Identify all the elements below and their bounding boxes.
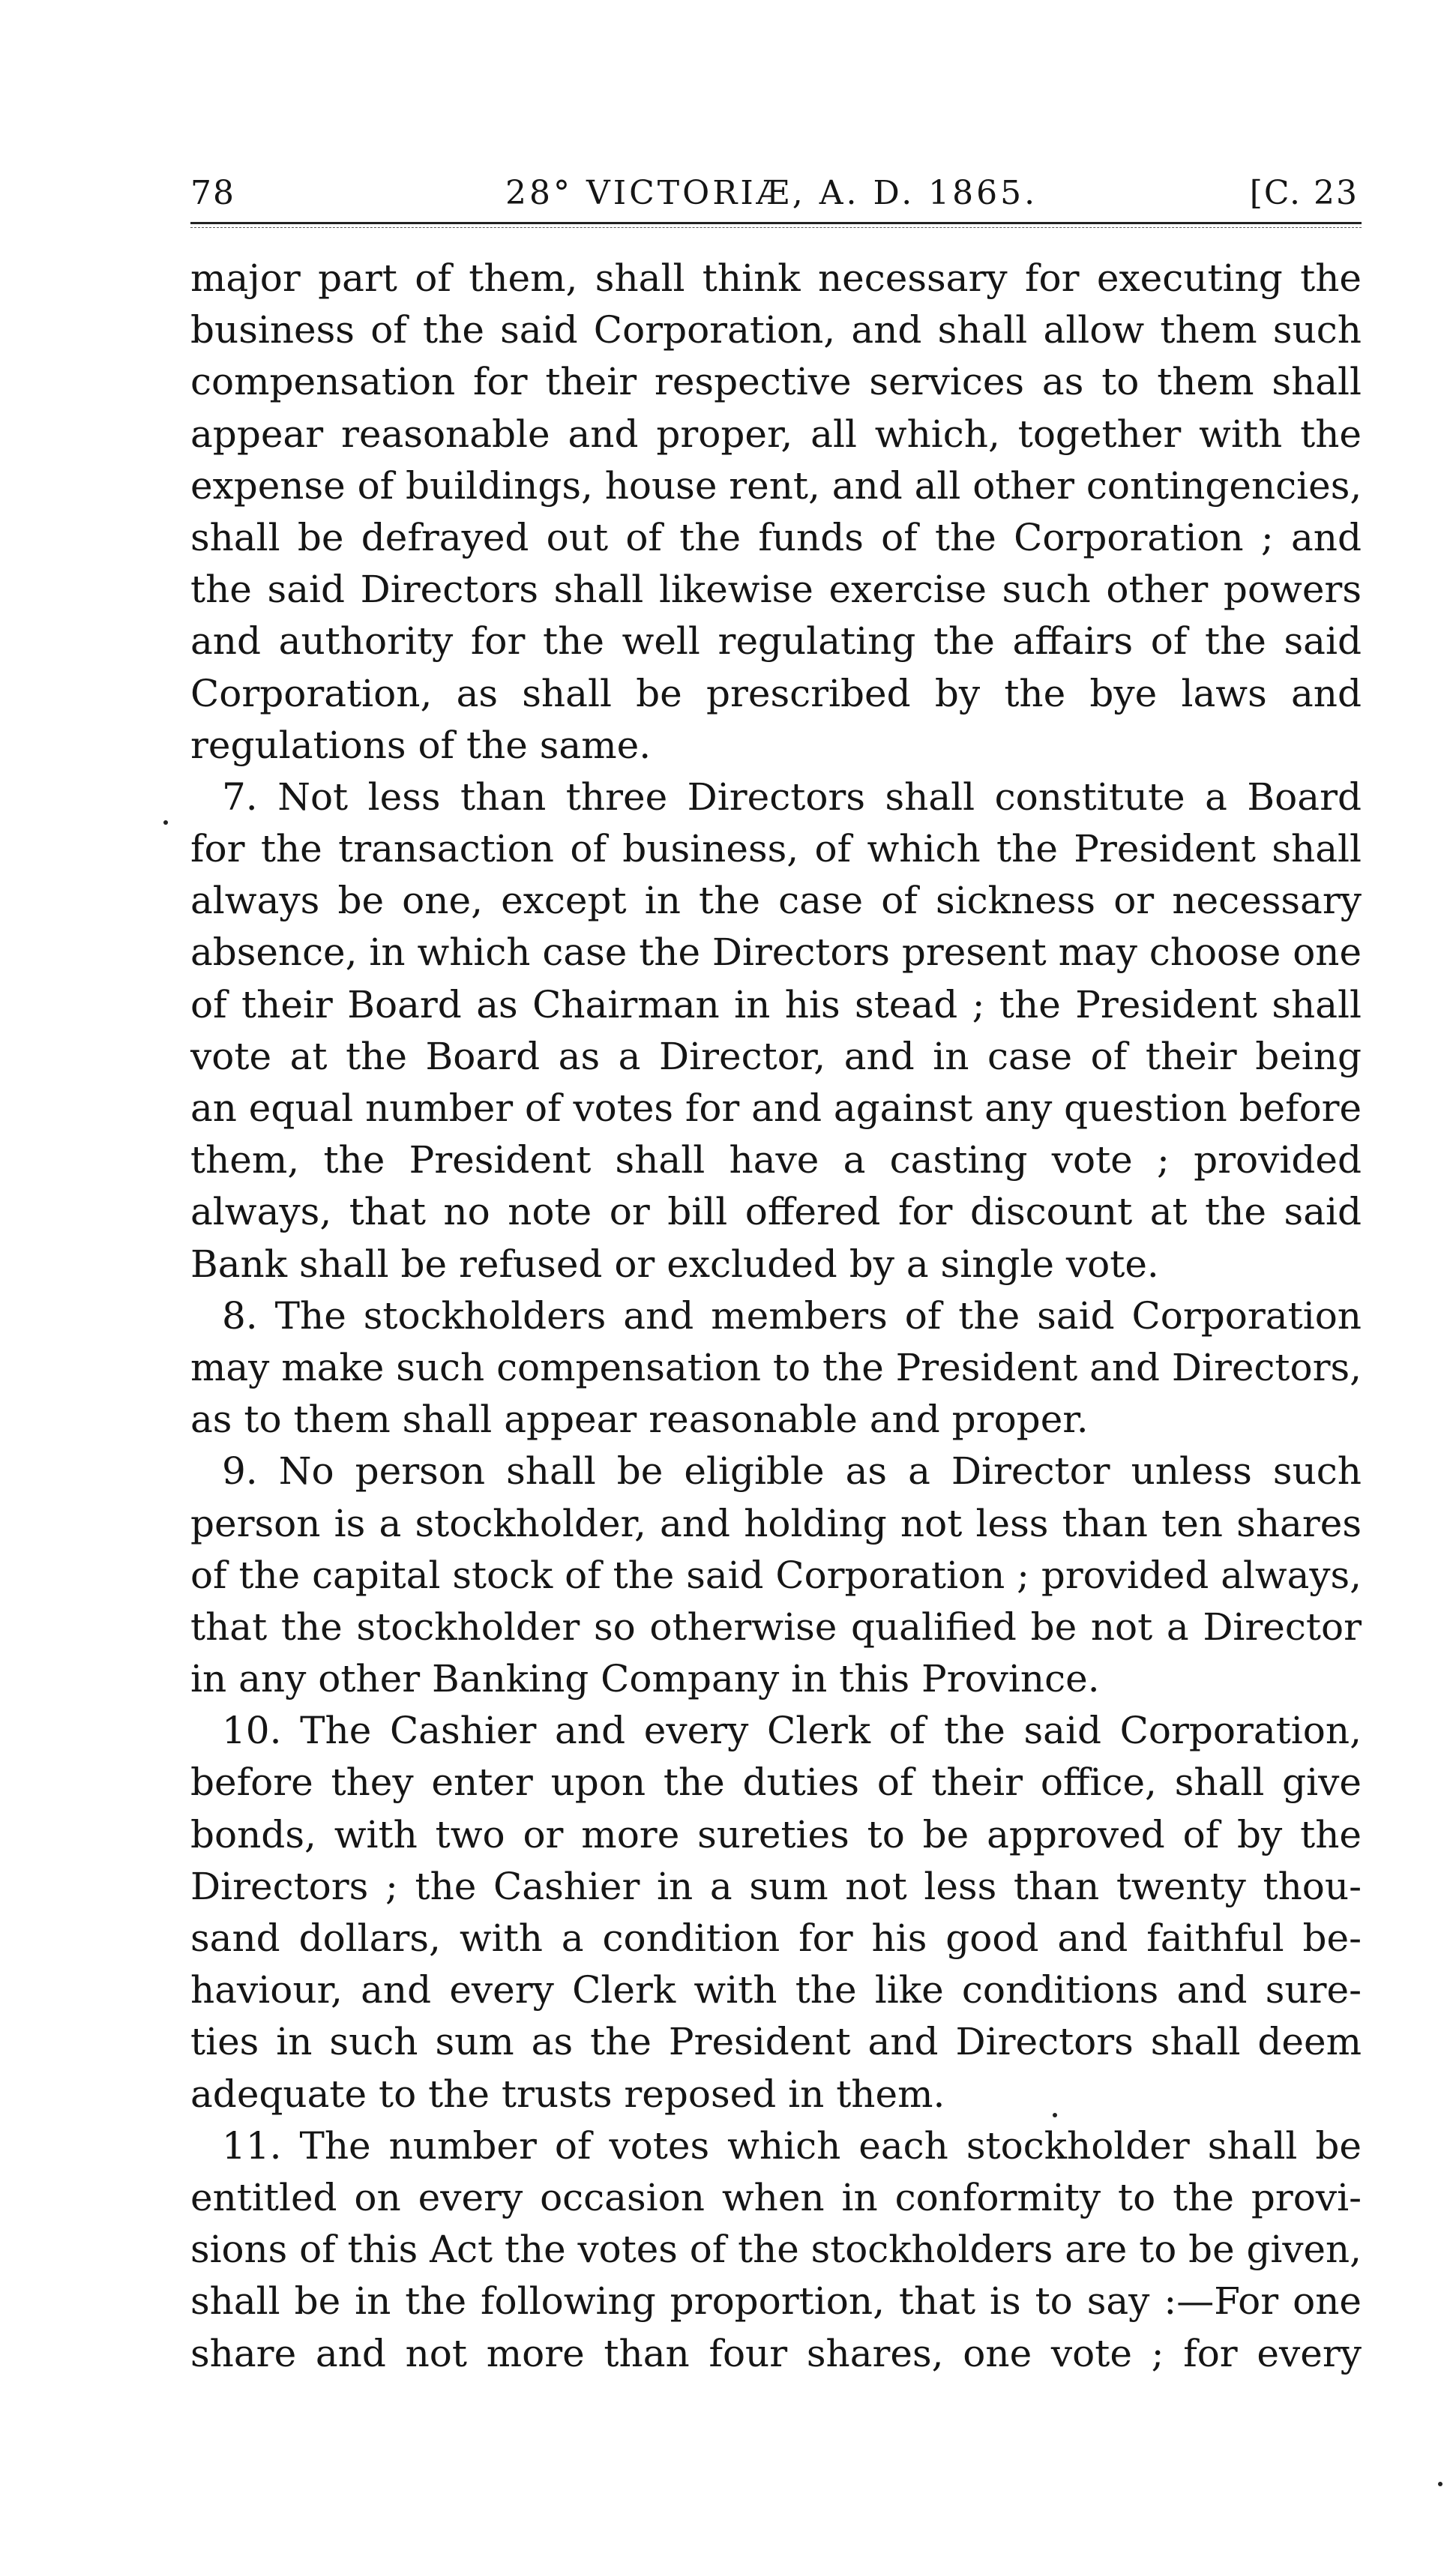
section-10 [190,1705,1362,2120]
text-line: of their Board as Chairman in his stead ; the President shall [190,982,1362,1026]
text-line: always, that no note or bill offered for discount at the said [190,1190,1362,1234]
text-line: 11. The number of votes which each stockholder shall be [222,2123,1362,2168]
section-9 [190,1446,1362,1705]
text-line: share and not more than four shares, one vote ; for every [190,2331,1362,2375]
header-rule-dashed [190,227,1362,228]
text-line: business of the said Corporation, and shall allow them such [190,308,1362,352]
text-line: an equal number of votes for and against any question before [190,1086,1362,1130]
text-line: shall be defrayed out of the funds of the Corporation ; and [190,515,1362,559]
text-line: entitled on every occasion when in conformity to the provi- [190,2175,1362,2219]
text-line: for the transaction of business, of which the President shall [190,827,1362,871]
text-line: Directors ; the Cashier in a sum not less than twenty thou- [190,1864,1362,1908]
section-8 [190,1290,1362,1446]
text-line: absence, in which case the Directors present may choose one [190,930,1362,975]
text-line: 10. The Cashier and every Clerk of the said Corporation, [222,1709,1362,1753]
text-line: adequate to the trusts reposed in them. [190,2072,945,2116]
text-line: shall be in the following proportion, that is to say :—For one [190,2279,1362,2324]
text-line: Corporation, as shall be prescribed by the bye laws and [190,671,1362,715]
text-line: regulations of the same. [190,723,652,767]
text-line: compensation for their respective services as to them shall [190,360,1362,404]
text-line: always be one, except in the case of sickness or necessary [190,879,1362,923]
text-line: ties in such sum as the President and Directors shall deem [190,2020,1362,2064]
text-line: expense of buildings, house rent, and all other contingencies, [190,463,1362,508]
chapter-reference: [C. 23 [1249,174,1359,212]
text-line: them, the President shall have a casting vote ; provided [190,1138,1362,1182]
section-7 [190,772,1362,1290]
print-speck [163,820,168,825]
text-line: 8. The stockholders and members of the said Corporation [222,1293,1362,1338]
paragraph-6-continuation [190,253,1362,772]
text-line: appear reasonable and proper, all which, together with the [190,412,1362,456]
print-speck [1053,2113,1057,2117]
page-number: 78 [190,174,235,212]
text-line: before they enter upon the duties of their office, shall give [190,1760,1362,1805]
text-line: of the capital stock of the said Corporation ; provided always, [190,1553,1362,1597]
section-11 [190,2120,1362,2380]
text-line: in any other Banking Company in this Province. [190,1657,1100,1701]
running-header [190,169,1359,217]
body-text [190,253,1362,2380]
text-line: may make such compensation to the President and Directors, [190,1345,1362,1389]
text-line: haviour, and every Clerk with the like conditions and sure- [190,1968,1362,2012]
running-title: 28° VICTORIÆ, A. D. 1865. [505,174,1038,212]
text-line: vote at the Board as a Director, and in case of their being [190,1034,1362,1078]
text-line: major part of them, shall think necessary for executing the [190,256,1362,300]
text-line: bonds, with two or more sureties to be approved of by the [190,1812,1362,1856]
text-line: Bank shall be refused or excluded by a single vote. [190,1242,1159,1286]
text-line: as to them shall appear reasonable and proper. [190,1398,1089,1442]
text-line: 7. Not less than three Directors shall constitute a Board [222,775,1362,819]
text-line: sions of this Act the votes of the stockholders are to be given, [190,2228,1362,2272]
text-line: 9. No person shall be eligible as a Director unless such [222,1449,1362,1494]
text-line: person is a stockholder, and holding not less than ten shares [190,1501,1362,1545]
text-line: and authority for the well regulating the affairs of the said [190,619,1362,664]
text-line: the said Directors shall likewise exercise such other powers [190,568,1362,612]
print-speck [1438,2482,1443,2486]
text-line: sand dollars, with a condition for his good and faithful be- [190,1916,1362,1960]
header-rule [190,222,1362,224]
text-line: that the stockholder so otherwise qualified be not a Director [190,1605,1362,1649]
